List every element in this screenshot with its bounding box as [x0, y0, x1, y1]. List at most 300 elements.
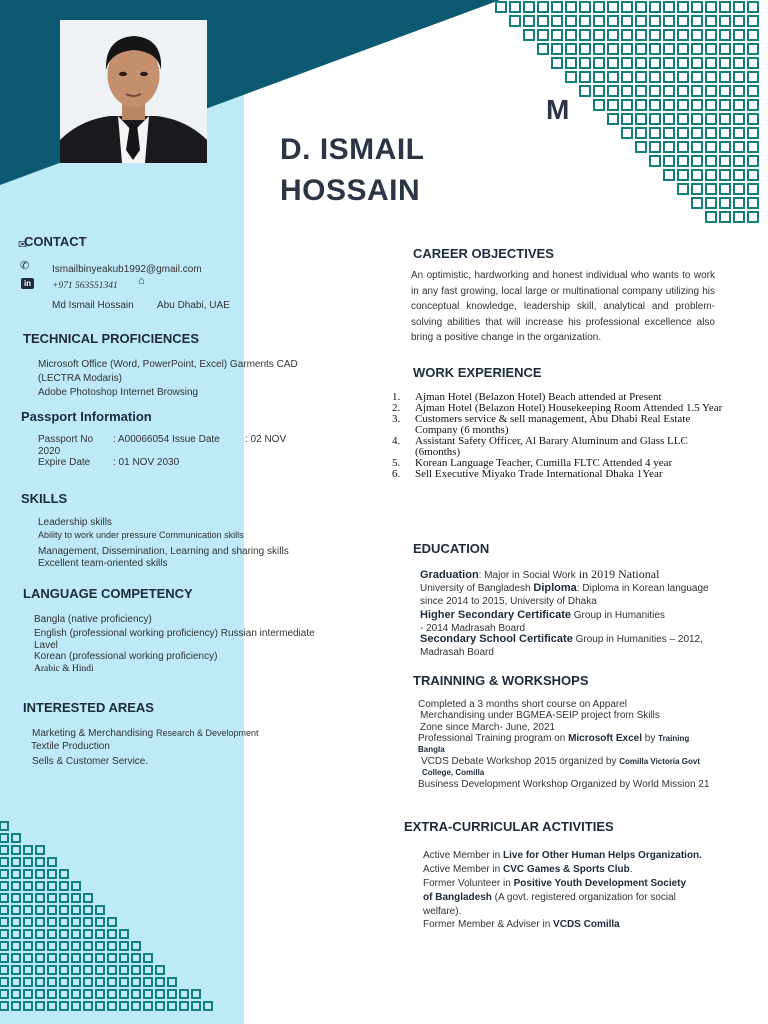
grid-cell: [60, 906, 68, 914]
grid-cell: [748, 58, 758, 68]
grid-cell: [132, 978, 140, 986]
grid-cell: [720, 128, 730, 138]
grid-cell: [156, 990, 164, 998]
grid-cell: [156, 1002, 164, 1010]
grid-cell: [96, 918, 104, 926]
grid-cell: [120, 954, 128, 962]
grid-cell: [706, 198, 716, 208]
grid-cell: [650, 58, 660, 68]
grid-cell: [120, 978, 128, 986]
grid-cell: [622, 72, 632, 82]
work-item: 1. Ajman Hotel (Belazon Hotel) Beach attended at Present: [392, 391, 662, 403]
grid-cell: [636, 142, 646, 152]
skill-item: Leadership skills: [38, 517, 112, 528]
grid-cell: [0, 822, 8, 830]
grid-cell: [664, 142, 674, 152]
grid-cell: [692, 2, 702, 12]
grid-cell: [0, 894, 8, 902]
grid-cell: [60, 978, 68, 986]
grid-cell: [60, 954, 68, 962]
grid-cell: [24, 858, 32, 866]
name-first-line: D. ISMAIL: [280, 133, 425, 166]
training-heading: TRAINNING & WORKSHOPS: [413, 673, 589, 688]
grid-cell: [706, 128, 716, 138]
grid-cell: [580, 44, 590, 54]
grid-cell: [566, 58, 576, 68]
grid-cell: [720, 156, 730, 166]
name-initial-letter: M: [546, 94, 570, 125]
grid-cell: [84, 1002, 92, 1010]
grid-cell: [622, 2, 632, 12]
grid-cell: [48, 966, 56, 974]
grid-cell: [0, 918, 8, 926]
grid-cell: [24, 930, 32, 938]
grid-cell: [734, 44, 744, 54]
grid-cell: [48, 990, 56, 998]
profile-photo: [60, 20, 207, 163]
grid-cell: [664, 16, 674, 26]
grid-cell: [720, 86, 730, 96]
grid-cell: [720, 170, 730, 180]
grid-cell: [622, 30, 632, 40]
grid-cell: [12, 978, 20, 986]
grid-cell: [720, 114, 730, 124]
grid-cell: [748, 44, 758, 54]
grid-cell: [692, 198, 702, 208]
grid-cell: [678, 156, 688, 166]
grid-cell: [678, 184, 688, 194]
grid-cell: [692, 30, 702, 40]
grid-cell: [538, 44, 548, 54]
grid-cell: [692, 184, 702, 194]
grid-cell: [144, 978, 152, 986]
grid-cell: [678, 58, 688, 68]
grid-cell: [706, 44, 716, 54]
grid-cell: [36, 870, 44, 878]
grid-cell: [144, 990, 152, 998]
interest-marketing: Marketing & Merchandising: [32, 728, 156, 739]
grid-cell: [192, 1002, 200, 1010]
grid-cell: [48, 918, 56, 926]
grid-cell: [748, 30, 758, 40]
grid-cell: [706, 58, 716, 68]
grid-cell: [608, 86, 618, 96]
grid-cell: [580, 72, 590, 82]
grid-cell: [720, 30, 730, 40]
passport-expire-label: Expire Date: [38, 457, 91, 468]
grid-cell: [692, 16, 702, 26]
grid-cell: [608, 44, 618, 54]
grid-cell: [566, 44, 576, 54]
grid-cell: [664, 72, 674, 82]
grid-cell: [664, 156, 674, 166]
grid-cell: [594, 86, 604, 96]
grid-cell: [496, 2, 506, 12]
grid-cell: [72, 990, 80, 998]
passport-heading: Passport Information: [21, 409, 152, 424]
language-line-4: Korean (professional working proficiency): [34, 651, 218, 662]
grid-cell: [678, 128, 688, 138]
grid-cell: [0, 942, 8, 950]
grid-cell: [678, 2, 688, 12]
technical-line-1: Microsoft Office (Word, PowerPoint, Excel) Garments CAD: [38, 359, 298, 370]
work-item: 2. Ajman Hotel (Belazon Hotel) Housekeeping Room Attended 1.5 Year: [392, 402, 723, 414]
skill-item: Ability to work under pressure Communication skills: [38, 530, 244, 540]
grid-cell: [636, 30, 646, 40]
grid-cell: [538, 30, 548, 40]
grid-cell: [12, 942, 20, 950]
extra-line-6: Former Member & Adviser in VCDS Comilla: [423, 919, 620, 930]
grid-cell: [24, 906, 32, 914]
grid-cell: [748, 170, 758, 180]
grid-cell: [650, 72, 660, 82]
extra-line-1: Active Member in Live for Other Human Helps Organization.: [423, 850, 702, 861]
contact-heading: CONTACT: [24, 234, 87, 249]
grid-cell: [60, 918, 68, 926]
grid-cell: [60, 1002, 68, 1010]
grid-cell: [24, 954, 32, 962]
grid-cell: [60, 894, 68, 902]
grid-cell: [72, 942, 80, 950]
extra-line-3: Former Volunteer in Positive Youth Development Society: [423, 878, 687, 889]
grid-cell: [664, 30, 674, 40]
grid-cell: [12, 954, 20, 962]
grid-cell: [720, 58, 730, 68]
grid-cell: [36, 846, 44, 854]
grid-cell: [0, 990, 8, 998]
grid-cell: [748, 156, 758, 166]
grid-cell: [636, 128, 646, 138]
grid-cell: [204, 1002, 212, 1010]
language-line-5: Arabic & Hindi: [34, 664, 94, 674]
grid-cell: [636, 100, 646, 110]
grid-cell: [594, 30, 604, 40]
grid-cell: [678, 100, 688, 110]
grid-cell: [720, 2, 730, 12]
grid-cell: [566, 30, 576, 40]
grid-cell: [24, 894, 32, 902]
grid-cell: [48, 906, 56, 914]
grid-cell: [664, 170, 674, 180]
grid-cell: [120, 930, 128, 938]
work-item: 6. Sell Executive Miyako Trade International Dhaka 1Year: [392, 468, 663, 480]
grid-cell: [84, 918, 92, 926]
grid-cell: [524, 30, 534, 40]
grid-cell: [580, 16, 590, 26]
technical-line-2: (LECTRA Modaris): [38, 373, 122, 384]
skills-heading: SKILLS: [21, 491, 68, 506]
grid-cell: [608, 2, 618, 12]
technical-heading: TECHNICAL PROFICIENCES: [23, 331, 199, 346]
grid-cell: [12, 930, 20, 938]
grid-cell: [108, 978, 116, 986]
email-text[interactable]: Ismailbinyeakub1992@gmail.com: [52, 264, 202, 275]
grid-cell: [664, 58, 674, 68]
name-second-line: HOSSAIN: [280, 174, 421, 207]
grid-cell: [650, 30, 660, 40]
grid-cell: [84, 966, 92, 974]
grid-cell: [510, 2, 520, 12]
grid-cell: [580, 86, 590, 96]
grid-cell: [622, 44, 632, 54]
grid-cell: [608, 58, 618, 68]
grid-cell: [0, 966, 8, 974]
grid-cell: [720, 16, 730, 26]
work-item: 5. Korean Language Teacher, Cumilla FLTC Attended 4 year: [392, 457, 673, 469]
grid-cell: [580, 58, 590, 68]
grid-cell: [706, 212, 716, 222]
grid-cell: [636, 86, 646, 96]
grid-cell: [650, 156, 660, 166]
grid-cell: [60, 870, 68, 878]
grid-cell: [180, 1002, 188, 1010]
phone-number[interactable]: +971 563551341: [52, 281, 118, 291]
grid-cell: [48, 1002, 56, 1010]
grid-cell: [180, 990, 188, 998]
grid-cell: [734, 198, 744, 208]
grid-cell: [622, 86, 632, 96]
grid-cell: [84, 930, 92, 938]
training-line-4: Professional Training program on Microsoft Excel by Training: [418, 733, 690, 744]
grid-cell: [608, 100, 618, 110]
grid-cell: [748, 2, 758, 12]
grid-cell: [108, 942, 116, 950]
grid-cell: [650, 44, 660, 54]
grid-cell: [48, 930, 56, 938]
grid-cell: [24, 978, 32, 986]
grid-cell: [622, 100, 632, 110]
grid-cell: [0, 1002, 8, 1010]
grid-cell: [24, 882, 32, 890]
grid-cell: [24, 918, 32, 926]
grid-cell: [120, 966, 128, 974]
grid-cell: [168, 1002, 176, 1010]
home-icon: ⌂: [138, 275, 145, 287]
grid-cell: [678, 114, 688, 124]
grid-cell: [706, 16, 716, 26]
grid-cell: [706, 100, 716, 110]
grid-cell: [84, 894, 92, 902]
grid-cell: [72, 966, 80, 974]
grid-cell: [636, 2, 646, 12]
grid-cell: [748, 86, 758, 96]
grid-cell: [748, 128, 758, 138]
grid-cell: [692, 114, 702, 124]
grid-cell: [12, 918, 20, 926]
grid-cell: [692, 72, 702, 82]
extra-line-2: Active Member in CVC Games & Sports Club.: [423, 864, 633, 875]
grid-cell: [96, 906, 104, 914]
grid-cell: [120, 1002, 128, 1010]
education-ssc: Secondary School Certificate Group in Humanities – 2012, Madrasah Board: [420, 633, 703, 658]
grid-cell: [72, 882, 80, 890]
grid-cell: [636, 114, 646, 124]
grid-cell: [608, 72, 618, 82]
grid-cell: [36, 882, 44, 890]
grid-cell: [144, 954, 152, 962]
grid-cell: [24, 846, 32, 854]
grid-cell: [748, 100, 758, 110]
grid-cell: [664, 2, 674, 12]
grid-cell: [36, 906, 44, 914]
grid-cell: [96, 966, 104, 974]
grid-cell: [12, 990, 20, 998]
grid-cell: [580, 30, 590, 40]
training-line-7: College, Comilla: [422, 768, 485, 777]
grid-cell: [144, 966, 152, 974]
grid-cell: [580, 2, 590, 12]
top-right-grid-pattern: [496, 2, 758, 222]
grid-cell: [720, 44, 730, 54]
grid-cell: [594, 72, 604, 82]
grid-cell: [734, 212, 744, 222]
grid-cell: [24, 1002, 32, 1010]
grid-cell: [192, 990, 200, 998]
grid-cell: [72, 1002, 80, 1010]
grid-cell: [720, 184, 730, 194]
grid-cell: [706, 2, 716, 12]
grid-cell: [636, 58, 646, 68]
grid-cell: [132, 966, 140, 974]
grid-cell: [36, 954, 44, 962]
grid-cell: [36, 918, 44, 926]
grid-cell: [0, 978, 8, 986]
grid-cell: [720, 198, 730, 208]
phone-icon: ✆: [20, 260, 30, 272]
grid-cell: [168, 978, 176, 986]
interest-line-1: [32, 726, 259, 741]
education-heading: EDUCATION: [413, 541, 490, 556]
training-line-8: Business Development Workshop Organized by World Mission 21: [418, 779, 710, 790]
grid-cell: [594, 2, 604, 12]
grid-cell: [678, 170, 688, 180]
grid-cell: [734, 170, 744, 180]
grid-cell: [0, 834, 8, 842]
grid-cell: [72, 894, 80, 902]
work-heading: WORK EXPERIENCE: [413, 365, 542, 380]
grid-cell: [748, 16, 758, 26]
grid-cell: [566, 2, 576, 12]
grid-cell: [0, 846, 8, 854]
grid-cell: [594, 44, 604, 54]
grid-cell: [36, 942, 44, 950]
grid-cell: [36, 930, 44, 938]
grid-cell: [12, 894, 20, 902]
grid-cell: [108, 990, 116, 998]
grid-cell: [692, 100, 702, 110]
grid-cell: [168, 990, 176, 998]
grid-cell: [72, 954, 80, 962]
grid-cell: [12, 846, 20, 854]
grid-cell: [156, 978, 164, 986]
grid-cell: [48, 894, 56, 902]
grid-cell: [706, 30, 716, 40]
language-line-2: English (professional working proficiency) Russian intermediate: [34, 628, 315, 639]
grid-cell: [748, 212, 758, 222]
grid-cell: [734, 16, 744, 26]
grid-cell: [650, 16, 660, 26]
grid-cell: [552, 16, 562, 26]
grid-cell: [36, 858, 44, 866]
grid-cell: [720, 212, 730, 222]
grid-cell: [0, 906, 8, 914]
language-line-3: Lavel: [34, 640, 58, 651]
career-paragraph: An optimistic, hardworking and honest individual who wants to work in any fast growing, local large or multinational company utilizing his conceptual knowledge, leadership skill, analytical and problem-solving abilities that will increase his professional excellence also bring a positive change in the organization.: [411, 270, 715, 343]
grid-cell: [24, 966, 32, 974]
grid-cell: [622, 58, 632, 68]
grid-cell: [84, 954, 92, 962]
grid-cell: [84, 942, 92, 950]
grid-cell: [12, 834, 20, 842]
grid-cell: [132, 1002, 140, 1010]
grid-cell: [748, 72, 758, 82]
grid-cell: [706, 86, 716, 96]
grid-cell: [156, 966, 164, 974]
grid-cell: [0, 954, 8, 962]
grid-cell: [678, 72, 688, 82]
grid-cell: [608, 16, 618, 26]
grid-cell: [594, 100, 604, 110]
grid-cell: [734, 30, 744, 40]
grid-cell: [748, 184, 758, 194]
interest-research: Research & Development: [155, 728, 259, 738]
passport-issue-year: 2020: [38, 446, 61, 457]
grid-cell: [734, 142, 744, 152]
grid-cell: [96, 930, 104, 938]
grid-cell: [706, 184, 716, 194]
training-line-6: VCDS Debate Workshop 2015 organized by Comilla Victoria Govt: [421, 756, 701, 767]
grid-cell: [12, 906, 20, 914]
grid-cell: [650, 2, 660, 12]
grid-cell: [706, 114, 716, 124]
grid-cell: [120, 990, 128, 998]
grid-cell: [692, 142, 702, 152]
bottom-left-grid-pattern: [0, 822, 212, 1010]
grid-cell: [36, 990, 44, 998]
grid-cell: [706, 156, 716, 166]
grid-cell: [0, 870, 8, 878]
grid-cell: [650, 114, 660, 124]
grid-cell: [636, 16, 646, 26]
education-graduation: Graduation: Major in Social Work in 2019 National University of Bangladesh Diploma: Diploma in Korean language since 2014 to 2015, University of Dhaka: [420, 567, 709, 607]
grid-cell: [48, 954, 56, 962]
grid-cell: [108, 918, 116, 926]
grid-cell: [552, 44, 562, 54]
education-hsc: Higher Secondary Certificate Group in Humanities - 2014 Madrasah Board: [420, 609, 665, 634]
grid-cell: [706, 170, 716, 180]
grid-cell: [132, 942, 140, 950]
grid-cell: [524, 2, 534, 12]
passport-expire-value: : 01 NOV 2030: [113, 457, 180, 468]
grid-cell: [60, 882, 68, 890]
grid-cell: [96, 990, 104, 998]
grid-cell: [96, 954, 104, 962]
grid-cell: [108, 930, 116, 938]
grid-cell: [748, 142, 758, 152]
grid-cell: [144, 1002, 152, 1010]
grid-cell: [108, 966, 116, 974]
grid-cell: [48, 882, 56, 890]
grid-cell: [678, 86, 688, 96]
grid-cell: [748, 114, 758, 124]
grid-cell: [0, 858, 8, 866]
work-item: 4. Assistant Safety Officer, Al Barary Aluminum and Glass LLC (6months): [392, 435, 688, 458]
grid-cell: [24, 870, 32, 878]
grid-cell: [734, 72, 744, 82]
grid-cell: [734, 156, 744, 166]
grid-cell: [96, 1002, 104, 1010]
grid-cell: [692, 58, 702, 68]
